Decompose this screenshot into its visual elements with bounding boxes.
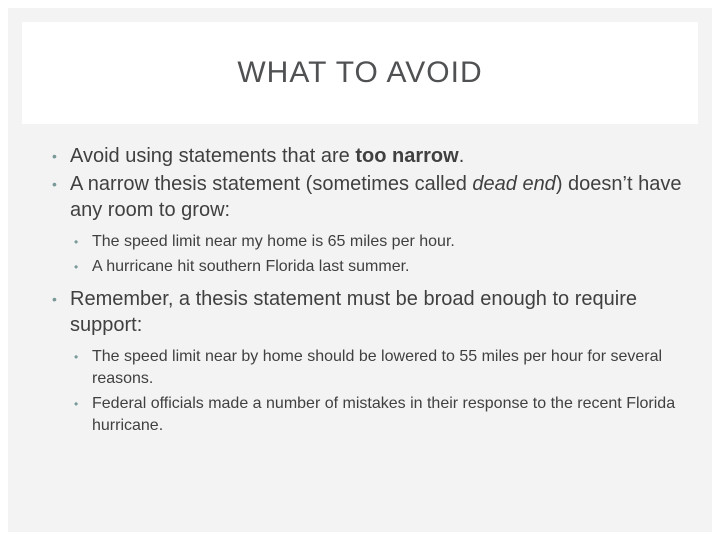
- bullet-text: .: [458, 145, 465, 167]
- bullet-dot: •: [52, 176, 57, 192]
- title-box: [22, 22, 698, 124]
- bullet-emphasis-italic: dead end: [472, 173, 556, 195]
- sub-bullet-text: A hurricane hit southern Florida last summer.: [92, 258, 410, 275]
- bullet-remember: [52, 286, 684, 338]
- bullet-text: A narrow thesis statement (sometimes called: [70, 173, 473, 195]
- bullet-dot: •: [52, 148, 57, 164]
- bullet-text: ) doesn’t have any room to grow:: [70, 173, 682, 221]
- bullet-text: Avoid using statements that are: [70, 145, 356, 167]
- sub-bullet-hurricane: [74, 256, 684, 278]
- bullet-narrow-thesis: [52, 171, 684, 223]
- sub-list-narrow-examples: [52, 231, 684, 278]
- sub-bullet-speed-limit: [74, 231, 684, 253]
- bullet-text: Remember, a thesis statement must be broad enough to require support:: [70, 288, 637, 336]
- bullet-dot: •: [52, 291, 57, 307]
- bullet-dot: •: [74, 350, 79, 364]
- bullet-dot: •: [74, 235, 79, 249]
- sub-bullet-speed-limit-lowered: [74, 346, 684, 390]
- slide-title: WHAT TO AVOID: [237, 56, 483, 89]
- bullet-too-narrow: [52, 143, 684, 169]
- sub-list-broad-examples: [52, 346, 684, 437]
- bullet-dot: •: [74, 260, 79, 274]
- bullet-emphasis-bold: too narrow: [355, 145, 459, 167]
- slide-content: [52, 143, 684, 445]
- sub-bullet-federal-officials: [74, 393, 684, 437]
- sub-bullet-text: The speed limit near my home is 65 miles per hour.: [92, 233, 455, 250]
- bullet-dot: •: [74, 397, 79, 411]
- sub-bullet-text: Federal officials made a number of mistakes in their response to the recent Florida hurricane.: [92, 395, 676, 434]
- sub-bullet-text: The speed limit near by home should be lowered to 55 miles per hour for several reasons.: [92, 348, 663, 387]
